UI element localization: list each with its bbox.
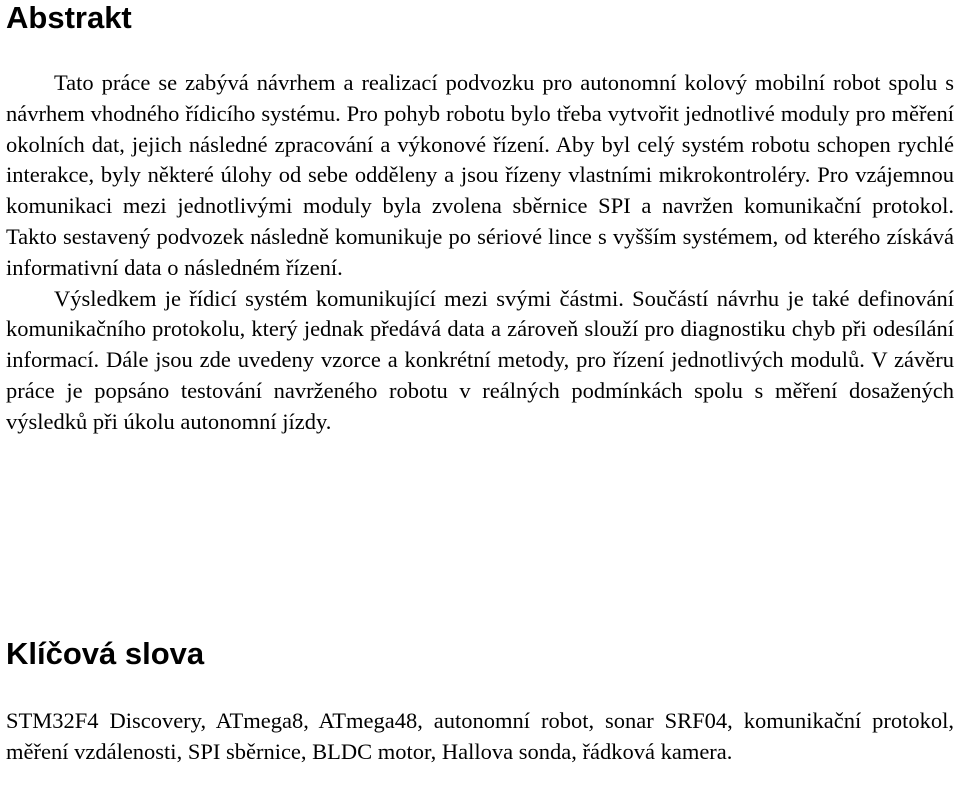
abstract-paragraph-2: Výsledkem je řídicí systém komunikující mezi svými částmi. Součástí návrhu je také definování komunikačního protokolu, který jednak předává data a zároveň slouží pro diagnostiku chyb při odesílání informací. Dále jsou zde uvedeny vzorce a konkrétní metody, pro řízení jednotlivých modulů. V závěru práce je popsáno testování navrženého robotu v reálných podmínkách spolu s měření dosažených výsledků při úkolu autonomní jízdy. — [6, 285, 954, 434]
document-page — [6, 0, 954, 764]
abstract-heading: Abstrakt — [6, 0, 132, 35]
abstract-paragraph-1: Tato práce se zabývá návrhem a realizací podvozku pro autonomní kolový mobilní robot spolu s návrhem vhodného řídicího systému. Pro pohyb robotu bylo třeba vytvořit jednotlivé moduly pro měření okolních dat, jejich následné zpracování a výkonové řízení. Aby byl celý systém robotu schopen rychlé interakce, byly některé úlohy od sebe odděleny a jsou řízeny vlastními mikrokontroléry. Pro vzájemnou komunikaci mezi jednotlivými moduly byla zvolena sběrnice SPI a navržen komunikační protokol. Takto sestavený podvozek následně komunikuje po sériové lince s vyšším systémem, od kterého získává informativní data o následném řízení. — [6, 70, 954, 280]
keywords-text: STM32F4 Discovery, ATmega8, ATmega48, autonomní robot, sonar SRF04, komunikační protokol, měření vzdálenosti, SPI sběrnice, BLDC motor, Hallova sonda, řádková kamera. — [6, 708, 954, 764]
abstract-body — [6, 68, 954, 438]
keywords-heading: Klíčová slova — [6, 636, 205, 671]
